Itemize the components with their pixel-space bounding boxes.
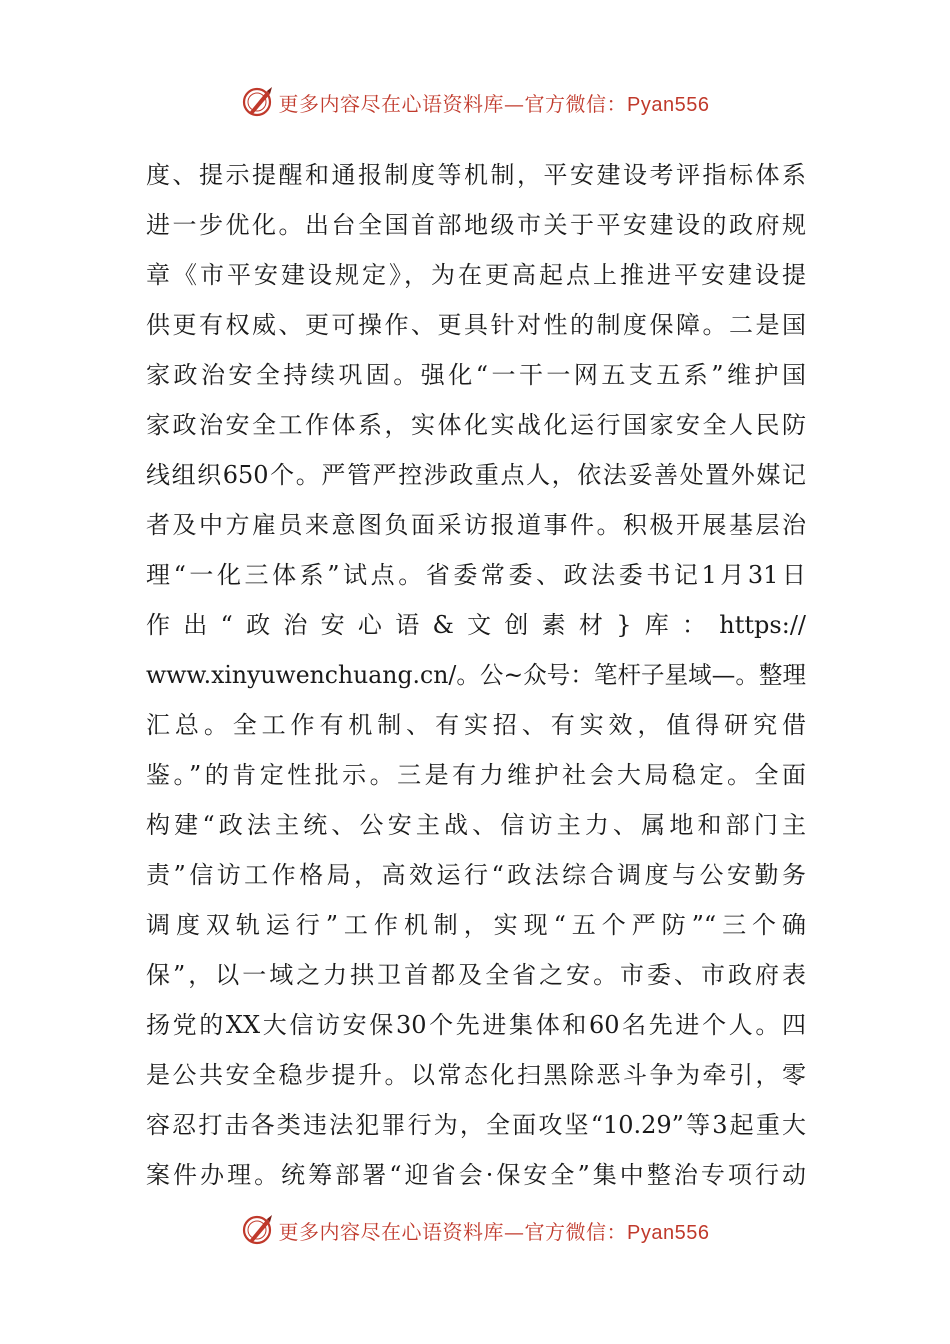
text-line: 家政治安全持续巩固。强化“一干一网五支五系”维护国 [146,361,806,389]
footer-banner [0,1210,950,1250]
text-line: www.xinyuwenchuang.cn/。公~众号：笔杆子星域—。整理 [146,661,806,689]
text-line: 供更有权威、更可操作、更具针对性的制度保障。二是国 [146,311,806,339]
text-line: 章《市平安建设规定》，为在更高起点上推进平安建设提 [146,261,806,289]
text-line: 作出“政治安心语&文创素材}库：https:// [146,611,806,639]
text-line: 案件办理。统筹部署“迎省会·保安全”集中整治专项行动 [146,1161,806,1189]
quill-logo-icon [241,85,275,119]
text-line: 汇总。全工作有机制、有实招、有实效，值得研究借 [146,711,806,739]
text-line: 是公共安全稳步提升。以常态化扫黑除恶斗争为牵引，零 [146,1061,806,1089]
wechat-id: Pyan556 [627,93,710,116]
text-line: 构建“政法主统、公安主战、信访主力、属地和部门主 [146,811,806,839]
text-line: 家政治安全工作体系，实体化实战化运行国家安全人民防 [146,411,806,439]
text-line: 线组织650个。严管严控涉政重点人，依法妥善处置外媒记 [146,461,806,489]
text-line: 度、提示提醒和通报制度等机制，平安建设考评指标体系 [146,161,806,189]
text-line: 进一步优化。出台全国首部地级市关于平安建设的政府规 [146,211,806,239]
text-line: 者及中方雇员来意图负面采访报道事件。积极开展基层治 [146,511,806,539]
banner-title: 更多内容尽在心语资料库—官方微信：Pyan556 [278,1219,710,1244]
wechat-id: Pyan556 [627,1221,710,1244]
text-line: 容忍打击各类违法犯罪行为，全面攻坚“10.29”等3起重大 [146,1111,806,1139]
text-line: 理“一化三体系”试点。省委常委、政法委书记1月31日 [146,561,806,589]
text-line: 鉴。”的肯定性批示。三是有力维护社会大局稳定。全面 [146,761,806,789]
text-line: 调度双轨运行”工作机制，实现“五个严防”“三个确 [146,911,806,939]
text-line: 保”，以一域之力拱卫首都及全省之安。市委、市政府表 [146,961,806,989]
body-paragraph [146,150,806,1200]
text-line: 扬党的XX大信访安保30个先进集体和60名先进个人。四 [146,1011,806,1039]
banner-title: 更多内容尽在心语资料库—官方微信：Pyan556 [278,91,710,116]
text-line: 责”信访工作格局，高效运行“政法综合调度与公安勤务 [146,861,806,889]
quill-logo-icon [241,1213,275,1247]
header-banner [0,82,950,122]
